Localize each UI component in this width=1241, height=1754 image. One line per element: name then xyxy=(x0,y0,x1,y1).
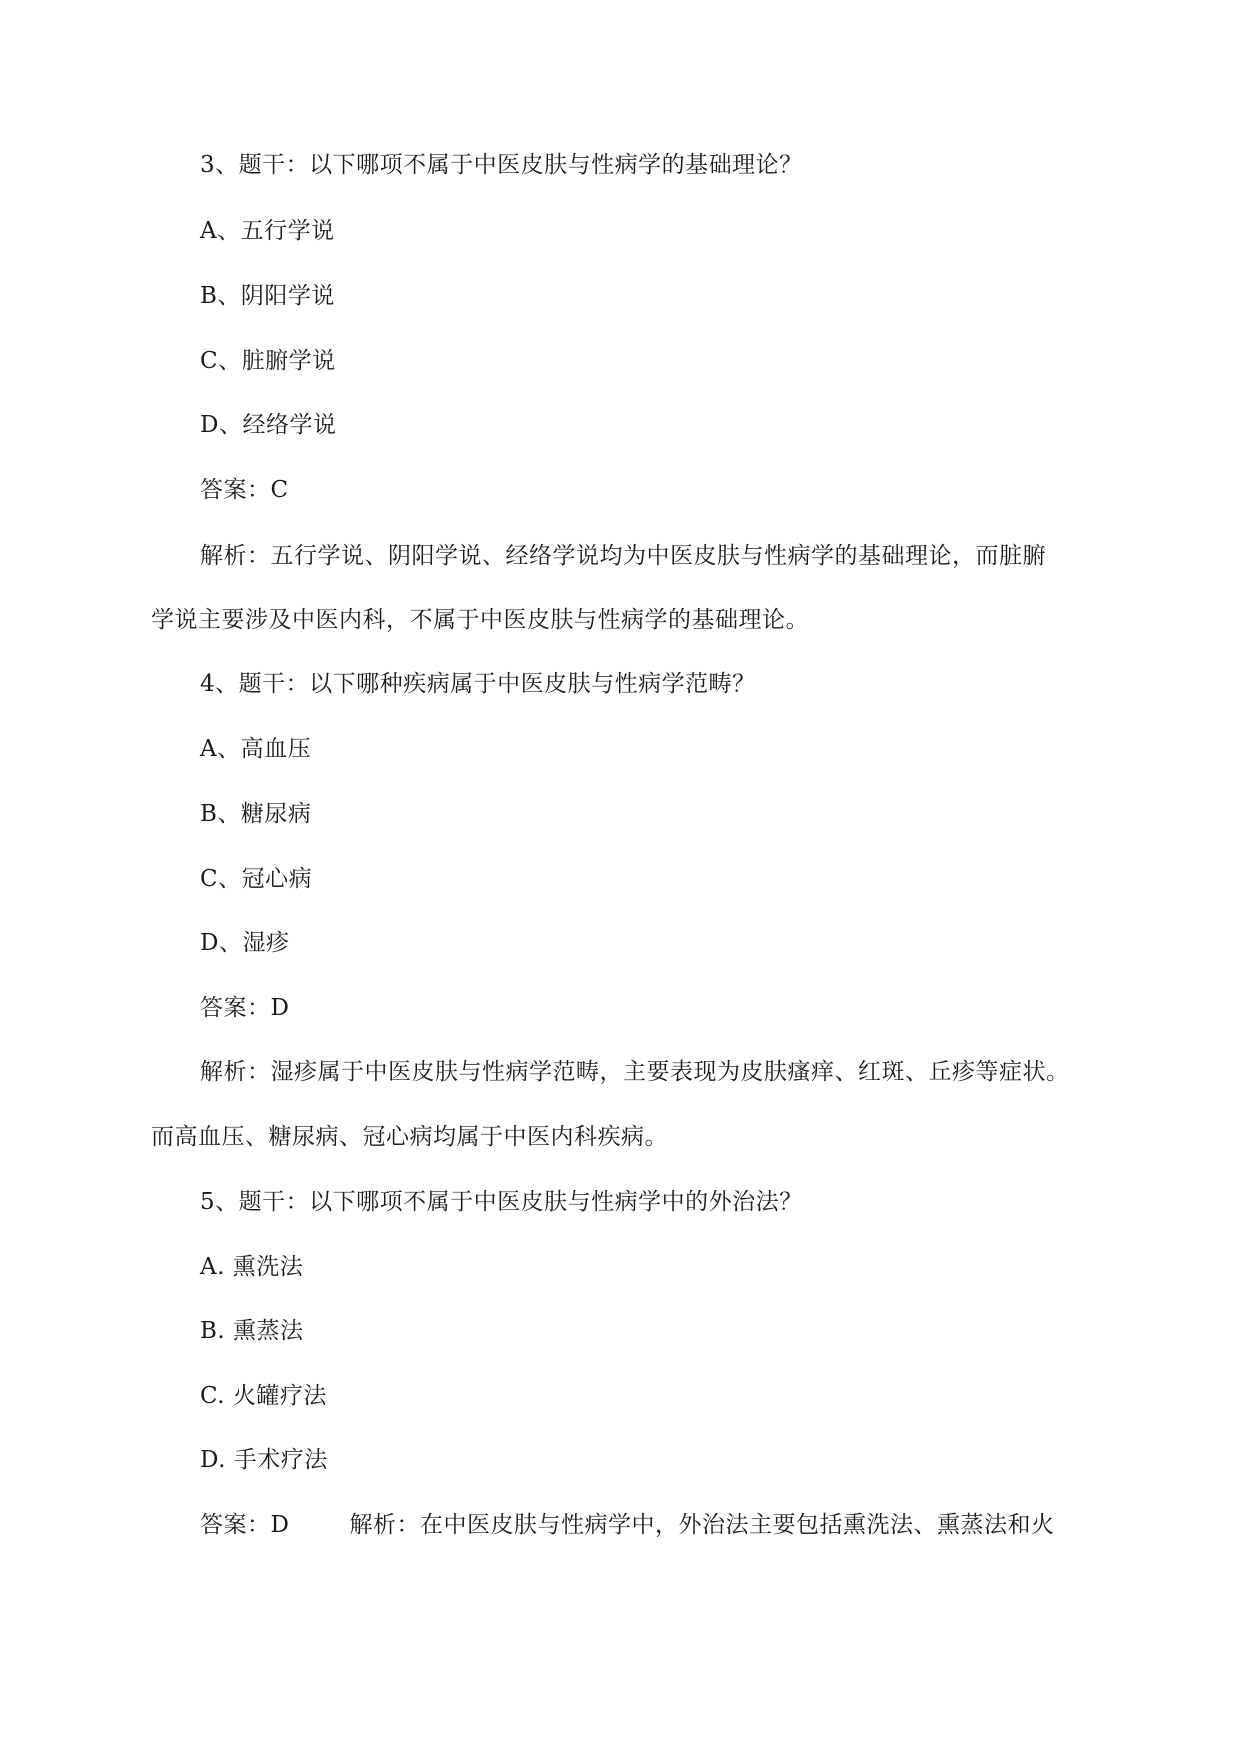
q5-answer-analysis-line xyxy=(200,1510,1054,1540)
q5-analysis-line1: 解析：在中医皮肤与性病学中，外治法主要包括熏洗法、熏蒸法和火 xyxy=(349,1512,1055,1538)
q5-option-b: B. 熏蒸法 xyxy=(200,1318,304,1344)
q3-option-a: A、五行学说 xyxy=(200,218,335,244)
q4-option-a: A、高血压 xyxy=(200,736,312,762)
q5-stem: 5、题干：以下哪项不属于中医皮肤与性病学中的外治法？ xyxy=(200,1189,803,1215)
q5-answer: 答案：D xyxy=(200,1512,290,1538)
q3-analysis-line2: 学说主要涉及中医内科，不属于中医皮肤与性病学的基础理论。 xyxy=(151,607,809,633)
q4-analysis-line1: 解析：湿疹属于中医皮肤与性病学范畴，主要表现为皮肤瘙痒、红斑、丘疹等症状。 xyxy=(200,1059,1070,1085)
q4-option-c: C、冠心病 xyxy=(200,866,313,892)
q3-option-d: D、经络学说 xyxy=(200,412,337,438)
q4-stem: 4、题干：以下哪种疾病属于中医皮肤与性病学范畴？ xyxy=(200,671,756,697)
q4-answer: 答案：D xyxy=(200,995,290,1021)
q4-analysis-line2: 而高血压、糖尿病、冠心病均属于中医内科疾病。 xyxy=(151,1124,668,1150)
q5-option-d: D. 手术疗法 xyxy=(200,1447,328,1473)
q4-option-d: D、湿疹 xyxy=(200,930,290,956)
q3-answer: 答案：C xyxy=(200,477,289,503)
q3-stem: 3、题干：以下哪项不属于中医皮肤与性病学的基础理论？ xyxy=(200,152,803,178)
q3-option-c: C、脏腑学说 xyxy=(200,348,336,374)
q5-option-c: C. 火罐疗法 xyxy=(200,1383,327,1409)
q4-option-b: B、糖尿病 xyxy=(200,801,312,827)
q3-analysis-line1: 解析：五行学说、阴阳学说、经络学说均为中医皮肤与性病学的基础理论，而脏腑 xyxy=(200,543,1046,569)
q5-option-a: A. 熏洗法 xyxy=(200,1254,304,1280)
q3-option-b: B、阴阳学说 xyxy=(200,283,335,309)
